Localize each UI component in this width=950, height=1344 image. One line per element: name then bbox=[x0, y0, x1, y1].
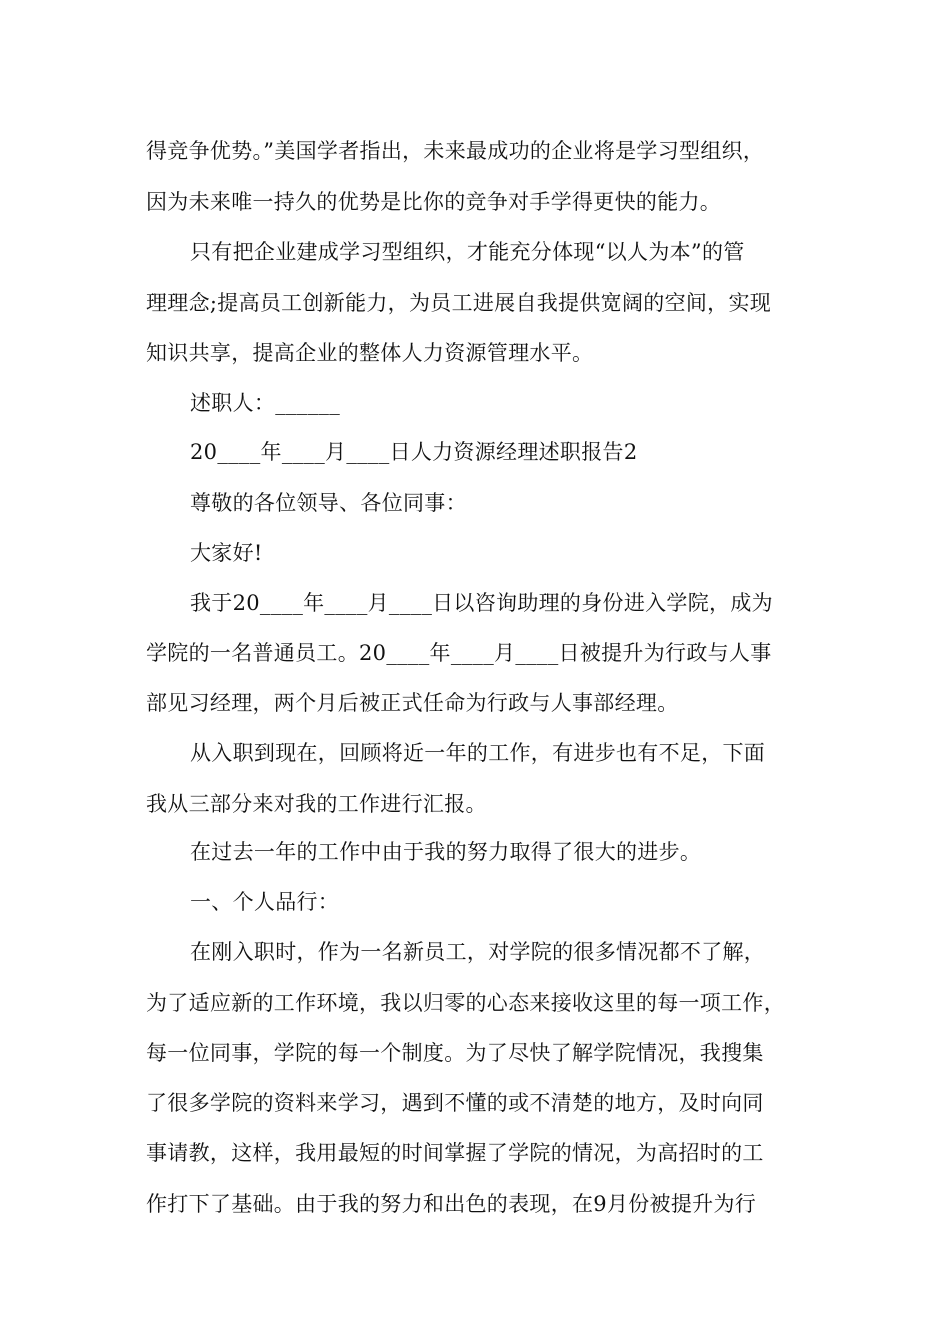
text-line: 理理念;提高员工创新能力，为员工进展自我提供宽阔的空间，实现 bbox=[146, 291, 772, 315]
paragraph-start-line: 从入职到现在，回顾将近一年的工作，有进步也有不足，下面 bbox=[190, 741, 766, 765]
text-line: 我从三部分来对我的工作进行汇报。 bbox=[146, 792, 487, 816]
text-line: 知识共享，提高企业的整体人力资源管理水平。 bbox=[146, 341, 594, 365]
text-line: 事请教，这样，我用最短的时间掌握了学院的情况，为高招时的工 bbox=[146, 1141, 764, 1165]
section-heading: 一、个人品行： bbox=[190, 890, 340, 914]
text-line: 得竞争优势。”美国学者指出，未来最成功的企业将是学习型组织， bbox=[146, 139, 765, 163]
text-line: 部见习经理，两个月后被正式任命为行政与人事部经理。 bbox=[146, 691, 679, 715]
text-line: 学院的一名普通员工。20____年____月____日被提升为行政与人事 bbox=[146, 641, 772, 665]
text-line: 了很多学院的资料来学习，遇到不懂的或不清楚的地方，及时向同 bbox=[146, 1091, 764, 1115]
report-heading: 20____年____月____日人力资源经理述职报告2 bbox=[190, 440, 638, 464]
paragraph-start-line: 在过去一年的工作中由于我的努力取得了很大的进步。 bbox=[190, 840, 702, 864]
salutation: 尊敬的各位领导、各位同事： bbox=[190, 491, 467, 515]
text-line: 作打下了基础。由于我的努力和出色的表现，在9月份被提升为行 bbox=[146, 1192, 757, 1216]
greeting: 大家好! bbox=[190, 541, 263, 565]
paragraph-start-line: 只有把企业建成学习型组织，才能充分体现“以人为本”的管 bbox=[190, 240, 745, 264]
paragraph-start-line: 我于20____年____月____日以咨询助理的身份进入学院，成为 bbox=[190, 591, 773, 615]
text-line: 每一位同事，学院的每一个制度。为了尽快了解学院情况，我搜集 bbox=[146, 1041, 764, 1065]
text-line: 为了适应新的工作环境，我以归零的心态来接收这里的每一项工作， bbox=[146, 991, 785, 1015]
reporter-signature-line: 述职人：______ bbox=[190, 391, 340, 415]
text-line: 因为未来唯一持久的优势是比你的竞争对手学得更快的能力。 bbox=[146, 190, 722, 214]
paragraph-start-line: 在刚入职时，作为一名新员工，对学院的很多情况都不了解， bbox=[190, 940, 766, 964]
